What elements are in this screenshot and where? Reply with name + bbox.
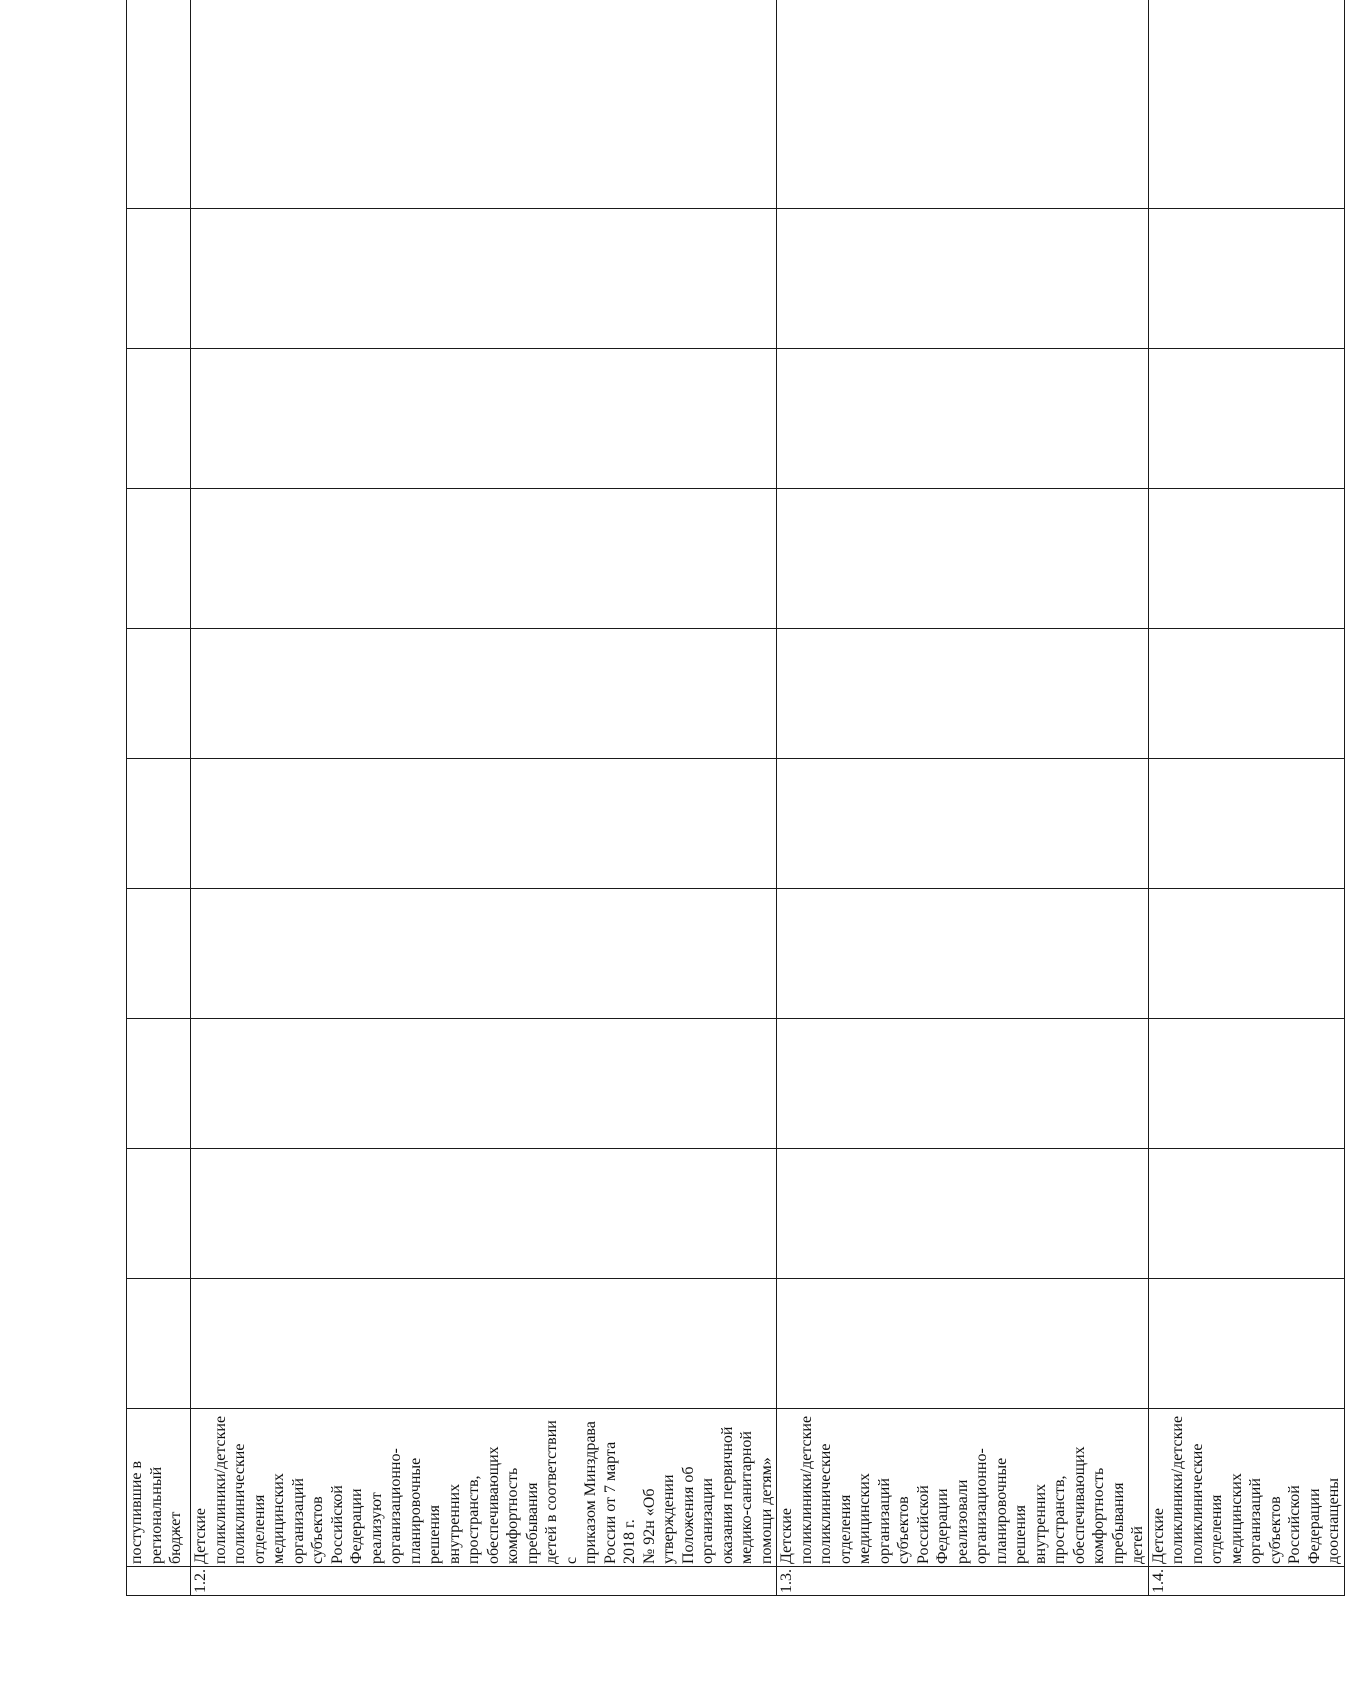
continuation-text-cell: поступившие в региональный бюджет bbox=[127, 1409, 191, 1567]
empty-cell bbox=[1148, 0, 1344, 209]
empty-cell bbox=[1148, 1149, 1344, 1279]
table-row bbox=[191, 0, 777, 1596]
table-row bbox=[127, 0, 191, 1596]
empty-cell bbox=[1148, 1019, 1344, 1149]
empty-cell bbox=[1148, 349, 1344, 489]
empty-cell bbox=[777, 1019, 1149, 1149]
empty-cell bbox=[191, 759, 777, 889]
empty-cell bbox=[127, 209, 191, 349]
empty-cell bbox=[127, 889, 191, 1019]
empty-cell bbox=[777, 349, 1149, 489]
empty-cell bbox=[777, 0, 1149, 209]
empty-cell bbox=[777, 889, 1149, 1019]
empty-cell bbox=[191, 1279, 777, 1409]
empty-cell bbox=[127, 349, 191, 489]
empty-cell bbox=[777, 629, 1149, 759]
row-number: 1.2. bbox=[191, 1567, 777, 1596]
empty-cell bbox=[1148, 889, 1344, 1019]
empty-cell bbox=[191, 349, 777, 489]
rotated-table-container bbox=[126, 46, 1342, 1596]
empty-cell bbox=[127, 629, 191, 759]
empty-cell bbox=[191, 1019, 777, 1149]
empty-cell bbox=[1148, 489, 1344, 629]
empty-cell bbox=[127, 1149, 191, 1279]
empty-cell bbox=[777, 759, 1149, 889]
empty-cell bbox=[777, 1149, 1149, 1279]
empty-cell bbox=[191, 629, 777, 759]
empty-cell bbox=[191, 209, 777, 349]
table-row bbox=[777, 0, 1149, 1596]
empty-cell bbox=[127, 759, 191, 889]
empty-cell bbox=[777, 1279, 1149, 1409]
empty-cell bbox=[1148, 1279, 1344, 1409]
empty-cell bbox=[1148, 629, 1344, 759]
empty-cell bbox=[191, 489, 777, 629]
empty-cell bbox=[127, 0, 191, 209]
row-description: Детские поликлиники/детские поликлинические отделения медицинских организаций субъектов Российской Федерации реализуют организационно- планировочные решения внутренних пространств, обеспечивающих комфортность пребывания детей в соответствии с приказом Минздрава России от 7 марта 2018 г. № 92н «Об утверждении Положения об организации оказания первичной медико-санитарной помощи детям» bbox=[191, 1409, 777, 1567]
empty-cell bbox=[1148, 209, 1344, 349]
project-table bbox=[126, 0, 1345, 1596]
empty-cell bbox=[127, 1019, 191, 1149]
empty-cell bbox=[191, 889, 777, 1019]
empty-cell bbox=[191, 1149, 777, 1279]
empty-cell bbox=[191, 0, 777, 209]
empty-cell bbox=[777, 209, 1149, 349]
table-row bbox=[1148, 0, 1344, 1596]
row-description: Детские поликлиники/детские поликлинические отделения медицинских организаций субъектов Российской Федерации дооснащены bbox=[1148, 1409, 1344, 1567]
empty-cell bbox=[777, 489, 1149, 629]
row-description: Детские поликлиники/детские поликлинические отделения медицинских организаций субъектов Российской Федерации реализовали организационно- планировочные решения внутренних пространств, обеспечивающих комфортность пребывания детей bbox=[777, 1409, 1149, 1567]
empty-cell bbox=[1148, 759, 1344, 889]
empty-cell bbox=[127, 489, 191, 629]
row-number: 1.3. bbox=[777, 1567, 1149, 1596]
empty-cell bbox=[127, 1279, 191, 1409]
number-cell bbox=[127, 1567, 191, 1596]
row-number: 1.4. bbox=[1148, 1567, 1344, 1596]
